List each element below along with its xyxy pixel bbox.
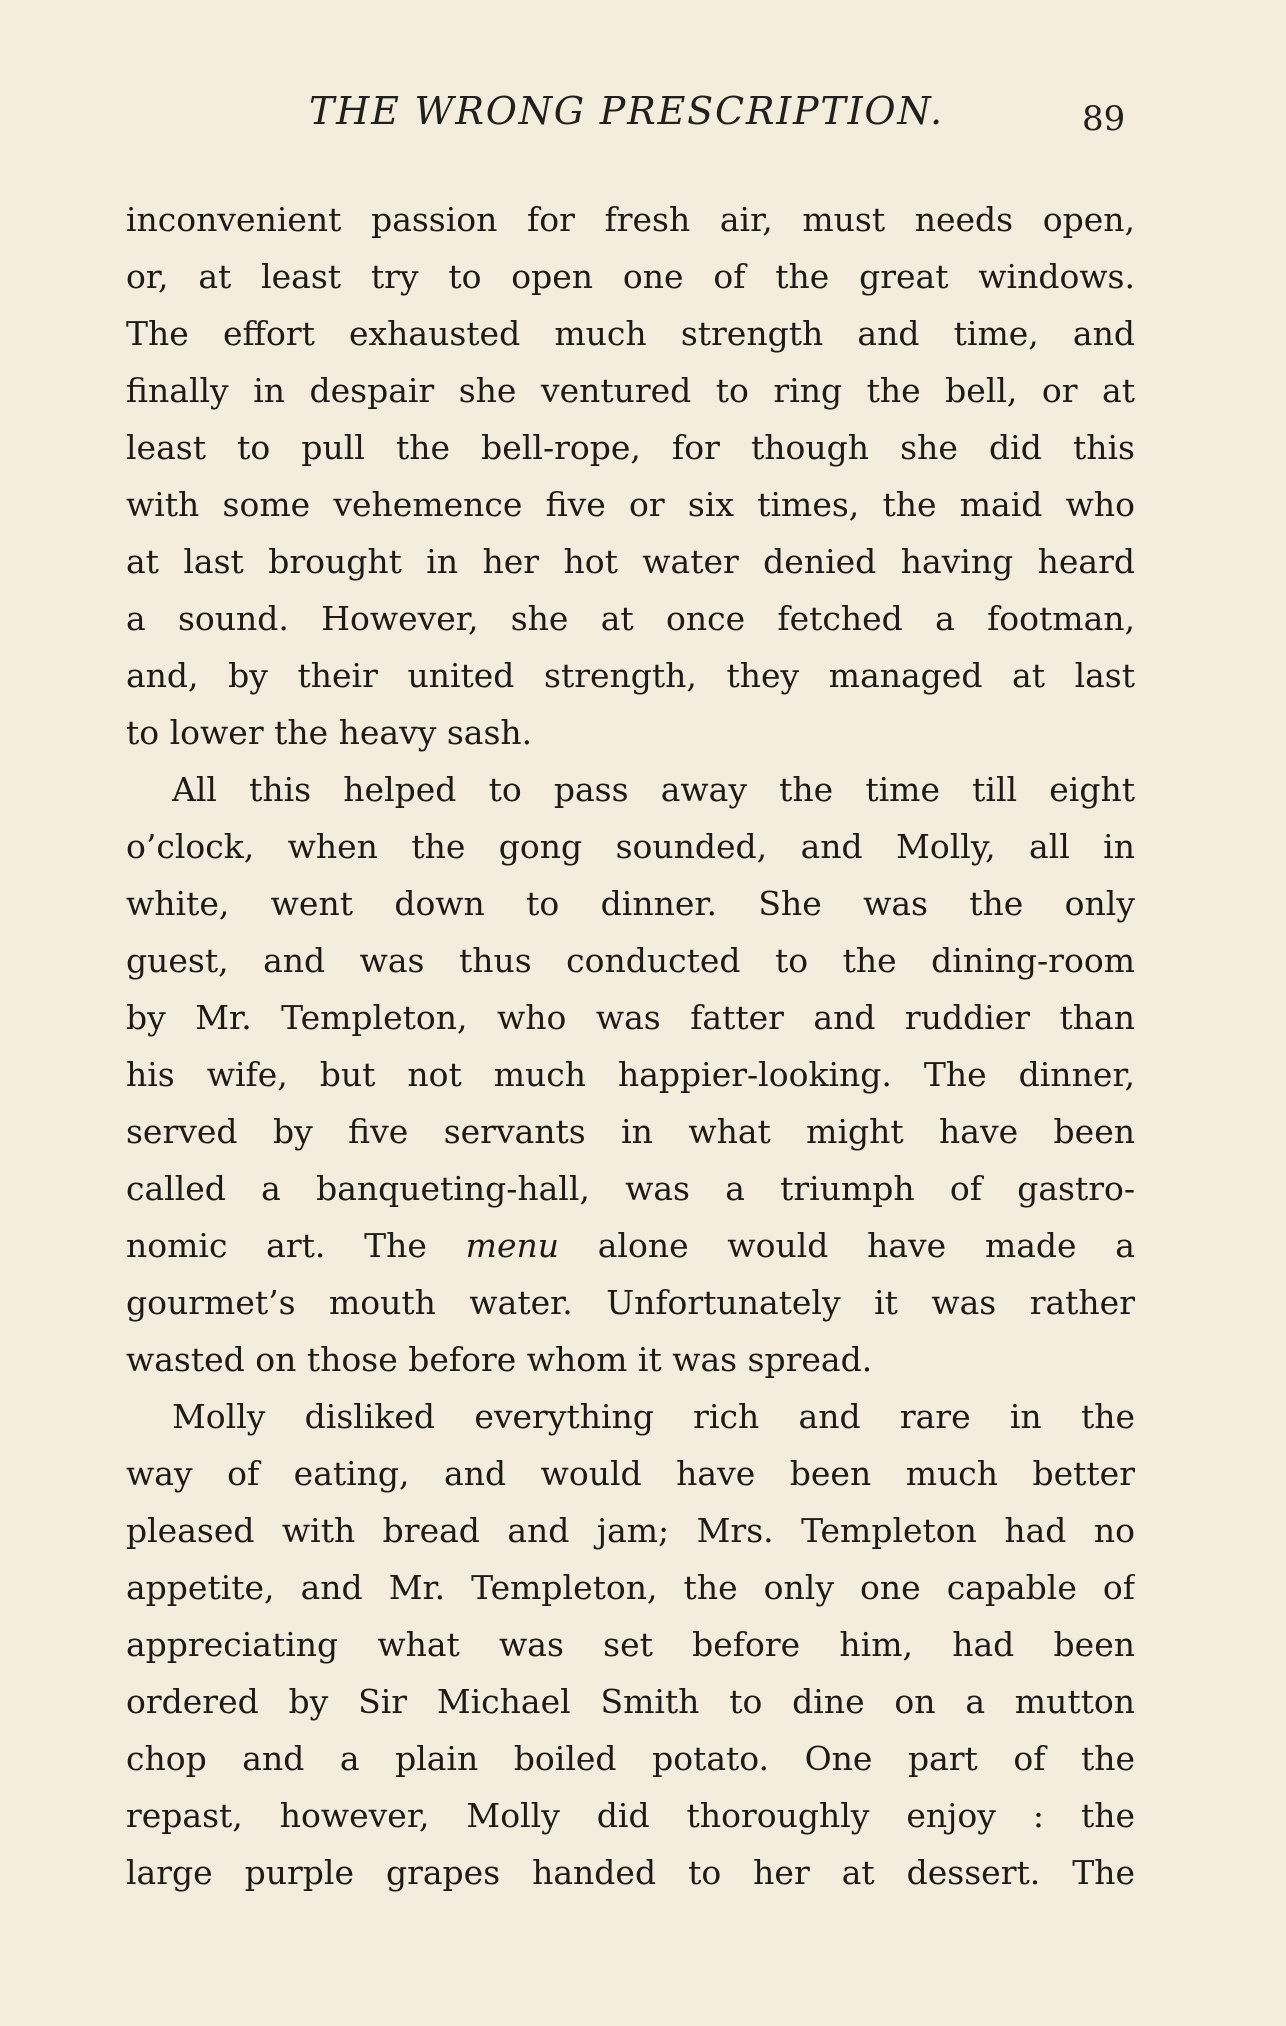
text-line-with-italic [126,1217,1135,1274]
text-line: wasted on those before whom it was spread. [126,1340,873,1379]
paragraph-start-line: All this helped to pass away the time till eight [172,770,1135,809]
text-line: served by five servants in what might have been [126,1112,1135,1151]
running-title: THE WRONG PRESCRIPTION. [309,89,944,133]
text-line: to lower the heavy sash. [126,713,533,752]
text-line: a sound. However, she at once fetched a footman, [126,599,1135,638]
text-segment: nomic art. The [126,1226,427,1265]
text-line: white, went down to dinner. She was the only [126,884,1135,923]
text-line: way of eating, and would have been much better [126,1454,1135,1493]
text-line: The effort exhausted much strength and time, and [126,314,1135,353]
text-line: pleased with bread and jam; Mrs. Templeton had no [126,1511,1135,1550]
text-line: appetite, and Mr. Templeton, the only one capable of [126,1568,1135,1607]
text-line: appreciating what was set before him, had been [126,1625,1135,1664]
text-line: o’clock, when the gong sounded, and Molly, all in [126,827,1135,866]
page-number: 89 [1082,99,1126,139]
body-text [126,191,1135,1891]
text-line: and, by their united strength, they managed at last [126,656,1135,695]
text-line: chop and a plain boiled potato. One part of the [126,1739,1135,1778]
text-line: his wife, but not much happier-looking. The dinner, [126,1055,1135,1094]
text-line: or, at least try to open one of the great windows. [126,257,1135,296]
text-line: by Mr. Templeton, who was fatter and ruddier than [126,998,1135,1037]
text-segment: alone would have made a [597,1226,1135,1265]
text-line: at last brought in her hot water denied having heard [126,542,1135,581]
text-line: gourmet’s mouth water. Unfortunately it was rather [126,1283,1135,1322]
text-line: with some vehemence five or six times, the maid who [126,485,1135,524]
italic-word: menu [465,1226,559,1265]
text-line: large purple grapes handed to her at dessert. The [126,1853,1135,1892]
page-header [0,89,1286,152]
text-line: inconvenient passion for fresh air, must needs open, [126,200,1135,239]
text-line: repast, however, Molly did thoroughly enjoy : the [126,1796,1135,1835]
text-line: least to pull the bell-rope, for though she did this [126,428,1135,467]
text-line: finally in despair she ventured to ring the bell, or at [126,371,1135,410]
text-line: called a banqueting-hall, was a triumph of gastro- [126,1169,1135,1208]
text-line: ordered by Sir Michael Smith to dine on a mutton [126,1682,1135,1721]
text-line: guest, and was thus conducted to the dining-room [126,941,1135,980]
paragraph-start-line: Molly disliked everything rich and rare in the [172,1397,1135,1436]
